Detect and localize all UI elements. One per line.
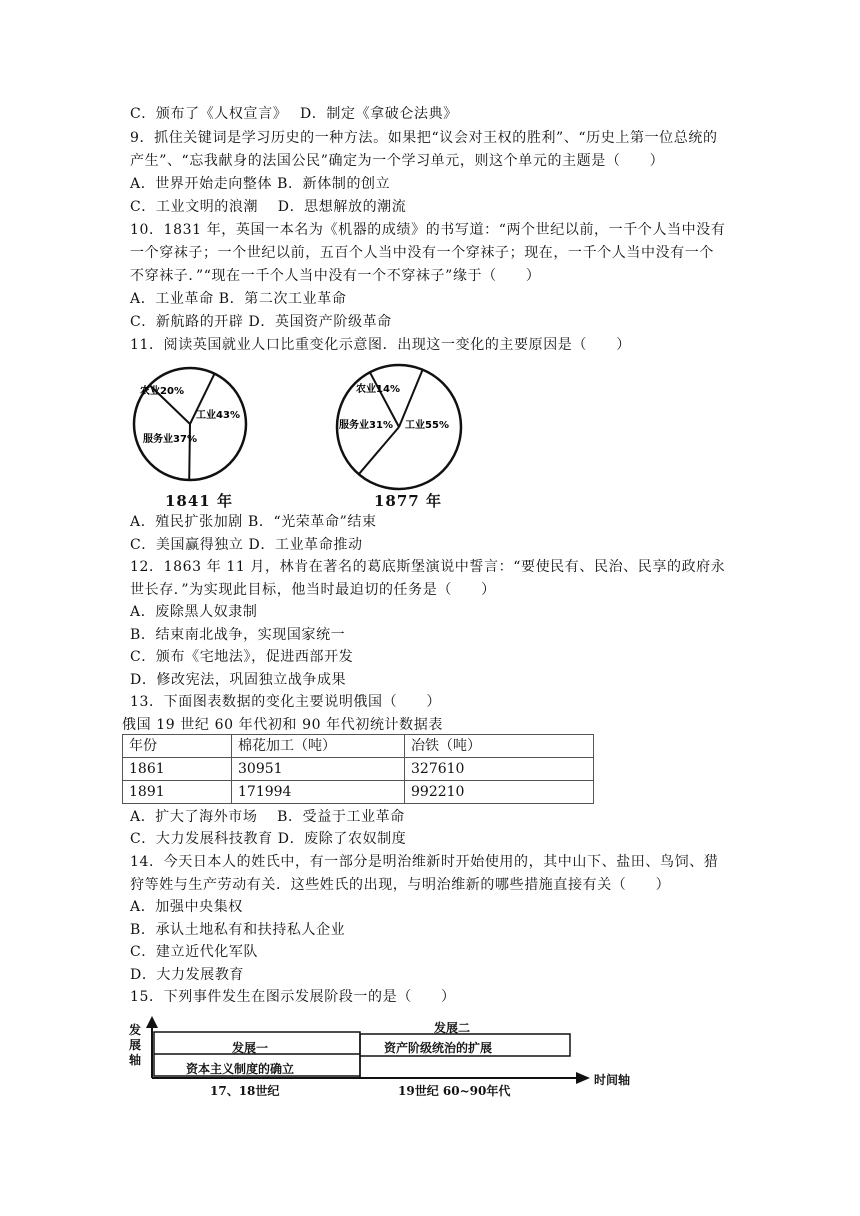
table-cell: 992210 bbox=[405, 781, 594, 804]
pie-year-1841: 1841 年 bbox=[165, 492, 233, 510]
question-14-text-cont: 狩等姓与生产劳动有关．这些姓氏的出现，与明治维新的哪些措施直接有关（ ） bbox=[130, 877, 671, 893]
table-row bbox=[123, 758, 594, 781]
question-12-option-a: A．废除黑人奴隶制 bbox=[130, 604, 258, 620]
table-header-cell: 年份 bbox=[123, 735, 232, 758]
stage1-bar-label: 资本主义制度的确立 bbox=[186, 1062, 295, 1076]
question-10-text: 10．1831 年，英国一本名为《机器的成绩》的书写道：“两个世纪以前，一千个人当中没有 bbox=[130, 222, 726, 238]
question-14-option-d: D．大力发展教育 bbox=[130, 967, 245, 983]
question-9-options-cd: C．工业文明的浪潮 D．思想解放的潮流 bbox=[130, 199, 407, 215]
x-axis-label: 时间轴 bbox=[594, 1073, 631, 1087]
stage2-bar-label: 资产阶级统治的扩展 bbox=[384, 1041, 493, 1055]
stage2-period: 19世纪 60~90年代 bbox=[398, 1084, 511, 1098]
question-13-text: 13．下面图表数据的变化主要说明俄国（ ） bbox=[130, 694, 442, 710]
table-caption: 俄国 19 世纪 60 年代初和 90 年代初统计数据表 bbox=[122, 717, 443, 733]
pie-chart-1877 bbox=[334, 362, 464, 492]
table-cell: 1861 bbox=[123, 758, 232, 781]
pie-slice-label: 工业43% bbox=[196, 410, 240, 421]
table-header-cell: 冶铁（吨） bbox=[405, 735, 594, 758]
question-14-text: 14．今天日本人的姓氏中，有一部分是明治维新时开始使用的，其中山下、盐田、鸟饲、猎 bbox=[130, 854, 719, 870]
pie-slice-label: 农业20% bbox=[140, 386, 184, 397]
question-14-option-b: B．承认土地私有和扶持私人企业 bbox=[130, 922, 346, 938]
x-axis-arrowhead bbox=[576, 1072, 590, 1084]
question-14-option-a: A．加强中央集权 bbox=[130, 899, 243, 915]
question-13-options-cd: C．大力发展科技教育 D．废除了农奴制度 bbox=[130, 831, 407, 847]
pie-slice-label: 农业14% bbox=[356, 384, 400, 395]
question-10-options-ab: A．工业革命 B．第二次工业革命 bbox=[130, 291, 347, 307]
question-11-options-ab: A．殖民扩张加剧 B．“光荣革命”结束 bbox=[130, 514, 377, 530]
stage1-period: 17、18世纪 bbox=[210, 1084, 280, 1098]
table-cell: 30951 bbox=[232, 758, 405, 781]
pie-slice-boundary bbox=[189, 424, 190, 480]
question-11-options-cd: C．美国赢得独立 D．工业革命推动 bbox=[130, 537, 363, 553]
pie-slice-label: 工业55% bbox=[405, 420, 449, 431]
question-10-options-cd: C．新航路的开辟 D．英国资产阶级革命 bbox=[130, 314, 392, 330]
y-axis-label: 发展轴 bbox=[129, 1023, 142, 1067]
question-10-text-cont2: 不穿袜子．”“现在一千个人当中没有一个不穿袜子”缘于（ ） bbox=[130, 268, 541, 284]
question-9-options-ab: A．世界开始走向整体 B．新体制的创立 bbox=[130, 176, 391, 192]
development-timeline-diagram bbox=[120, 1014, 640, 1100]
question-14-option-c: C．建立近代化军队 bbox=[130, 944, 259, 960]
pie-slice-label: 服务业31% bbox=[339, 420, 393, 431]
question-12-option-c: C．颁布《宅地法》，促进西部开发 bbox=[130, 649, 354, 665]
question-15-text: 15．下列事件发生在图示发展阶段一的是（ ） bbox=[130, 989, 456, 1005]
question-12-option-d: D．修改宪法，巩固独立战争成果 bbox=[130, 672, 347, 688]
question-11-text: 11．阅读英国就业人口比重变化示意图．出现这一变化的主要原因是（ ） bbox=[130, 337, 631, 353]
y-axis-arrowhead bbox=[146, 1016, 158, 1028]
question-13-options-ab: A．扩大了海外市场 B．受益于工业革命 bbox=[130, 809, 405, 825]
table-cell: 1891 bbox=[123, 781, 232, 804]
question-9-text-cont: 产生”、“忘我献身的法国公民”确定为一个学习单元，则这个单元的主题是（ ） bbox=[130, 153, 665, 169]
question-12-option-b: B．结束南北战争，实现国家统一 bbox=[130, 627, 346, 643]
statistics-table bbox=[122, 734, 594, 804]
question-12-text: 12．1863 年 11 月，林肯在著名的葛底斯堡演说中誓言：“要使民有、民治、民享的政府永 bbox=[130, 559, 726, 575]
pie-year-1877: 1877 年 bbox=[374, 492, 442, 510]
table-header-cell: 棉花加工（吨） bbox=[232, 735, 405, 758]
stage1-label: 发展一 bbox=[232, 1041, 269, 1055]
answer-option-line: C．颁布了《人权宣言》 D．制定《拿破仑法典》 bbox=[130, 106, 458, 122]
table-row bbox=[123, 781, 594, 804]
question-12-text-cont: 世长存．”为实现此目标，他当时最迫切的任务是（ ） bbox=[130, 582, 496, 598]
question-10-text-cont: 一个穿袜子；一个世纪以前，五百个人当中没有一个穿袜子；现在，一千个人当中没有一个 bbox=[130, 245, 714, 261]
stage2-label: 发展二 bbox=[434, 1021, 471, 1035]
pie-slice-label: 服务业37% bbox=[143, 434, 197, 445]
table-cell: 327610 bbox=[405, 758, 594, 781]
table-cell: 171994 bbox=[232, 781, 405, 804]
question-9-text: 9．抓住关键词是学习历史的一种方法。如果把“议会对王权的胜利”、“历史上第一位总统的 bbox=[130, 130, 718, 146]
pie-chart-1841 bbox=[130, 362, 250, 490]
table-header-row bbox=[123, 735, 594, 758]
